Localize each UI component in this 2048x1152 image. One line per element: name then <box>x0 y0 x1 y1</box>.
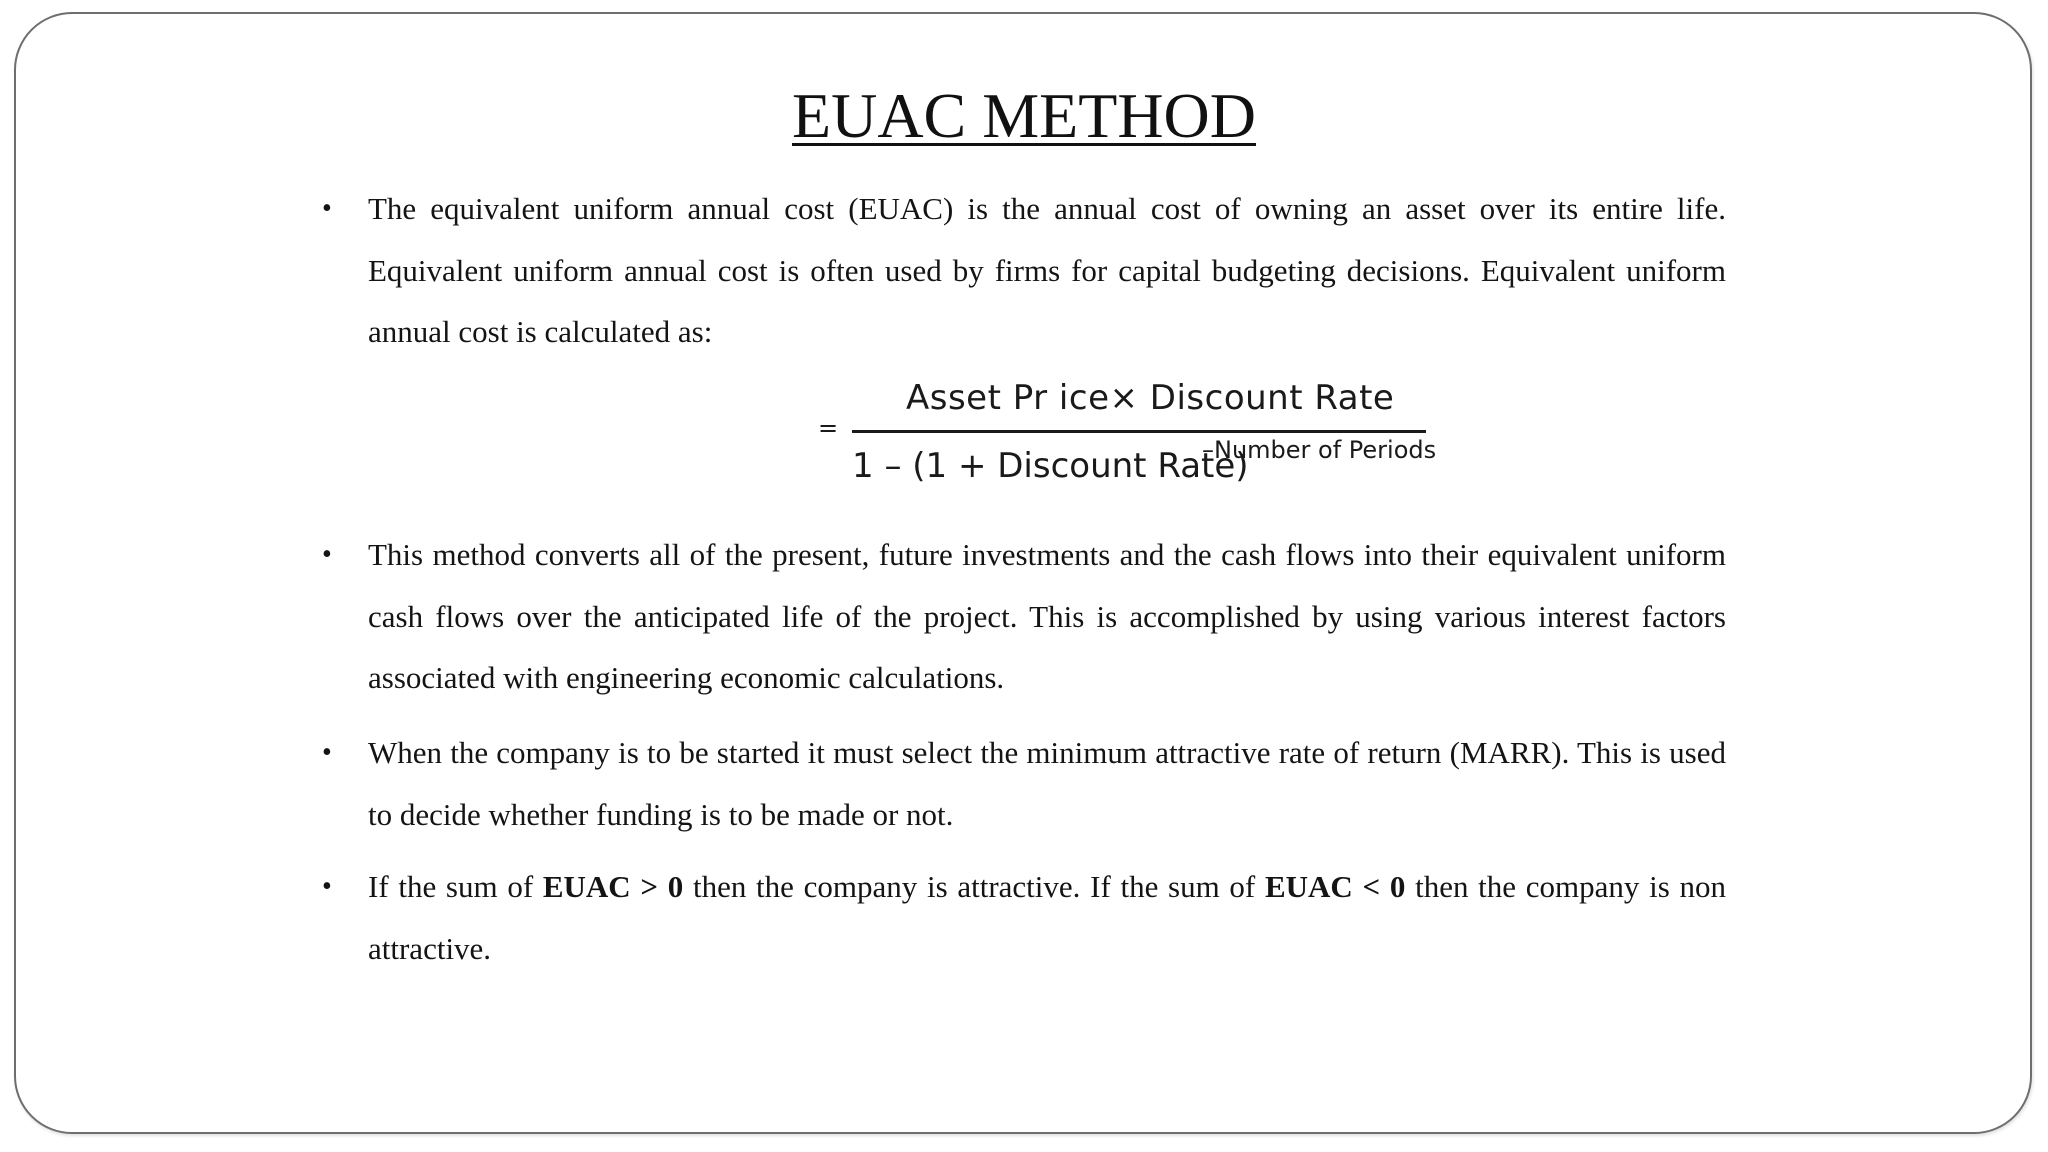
formula-exponent: –Number of Periods <box>1202 436 1437 464</box>
bullet-item-4 <box>322 856 1726 979</box>
bullet-dot-icon: • <box>322 193 332 224</box>
formula-equals: = <box>818 414 839 442</box>
bullet-text-part: If the sum of <box>368 869 543 904</box>
fraction-line <box>852 430 1426 433</box>
bullet-item-3 <box>322 722 1726 845</box>
bullet-dot-icon: • <box>322 539 332 570</box>
bullet-text: This method converts all of the present, future investments and the cash flows into their equivalent uniform cash flows over the anticipated life of the project. This is accomplished by using various interest factors associated with engineering economic calculations. <box>368 537 1726 695</box>
euac-formula <box>810 370 1450 500</box>
euac-positive-condition: EUAC > 0 <box>542 869 684 904</box>
bullet-item-1 <box>322 178 1726 363</box>
bullet-dot-icon: • <box>322 871 332 902</box>
formula-denominator: 1 – (1 + Discount Rate) <box>852 446 1249 486</box>
formula-numerator: Asset Pr ice× Discount Rate <box>906 378 1395 418</box>
bullet-text-part: then the company is attractive. If the sum of <box>683 869 1265 904</box>
slide-title-text: EUAC METHOD <box>792 80 1256 151</box>
bullet-text: The equivalent uniform annual cost (EUAC) is the annual cost of owning an asset over its entire life. Equivalent uniform annual cost is often used by firms for capital budgeting decisions. Equivalent uniform annual cost is calculated as: <box>368 191 1726 349</box>
bullet-item-2 <box>322 524 1726 709</box>
bullet-text-part: then the company is non attractive. <box>368 869 1726 966</box>
euac-negative-condition: EUAC < 0 <box>1264 869 1406 904</box>
slide-title <box>0 76 2048 156</box>
bullet-text: When the company is to be started it must select the minimum attractive rate of return (MARR). This is used to decide whether funding is to be made or not. <box>368 735 1726 832</box>
bullet-dot-icon: • <box>322 737 332 768</box>
